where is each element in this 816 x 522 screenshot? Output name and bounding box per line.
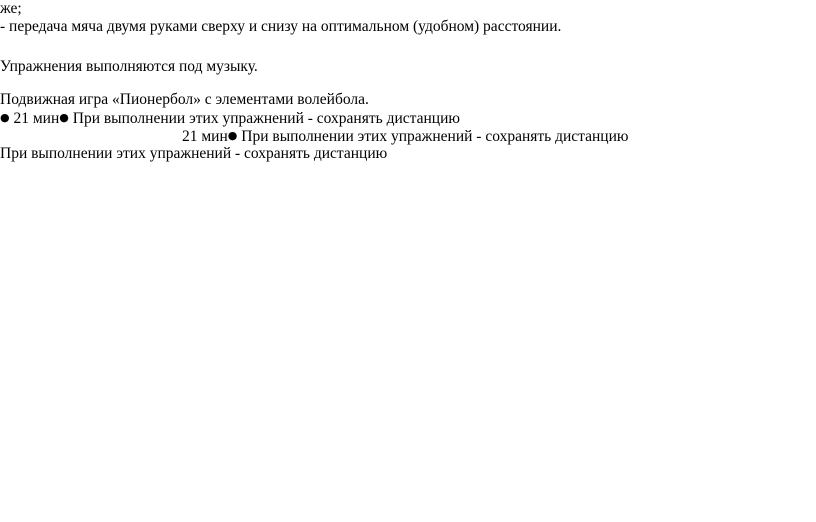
bullet-icon: ●	[0, 111, 10, 124]
text-line-note: При выполнении этих упражнений - сохранять дистанцию	[0, 145, 388, 162]
note-text: При выполнении этих упражнений - сохранять дистанцию	[241, 128, 629, 145]
bullet-icon: ●	[59, 111, 69, 124]
bullet-icon: ●	[227, 129, 238, 142]
duration-label: 21 мин	[182, 128, 228, 145]
note-text: При выполнении этих упражнений - сохранять дистанцию	[72, 110, 460, 127]
text-line-pass-exercise: - передача мяча двумя руками сверху и снизу на оптимальном (удобном) расстоянии.	[0, 18, 562, 35]
bullet-row-2	[182, 127, 628, 146]
duration-label: 21 мин	[13, 110, 60, 127]
bullet-row-1	[0, 109, 460, 128]
text-line-pionerball-game: Подвижная игра «Пионербол» с элементами волейбола.	[0, 91, 369, 108]
text-line-music-exercises: Упражнения выполняются под музыку.	[0, 58, 258, 75]
text-line-fragment: же;	[0, 0, 22, 17]
